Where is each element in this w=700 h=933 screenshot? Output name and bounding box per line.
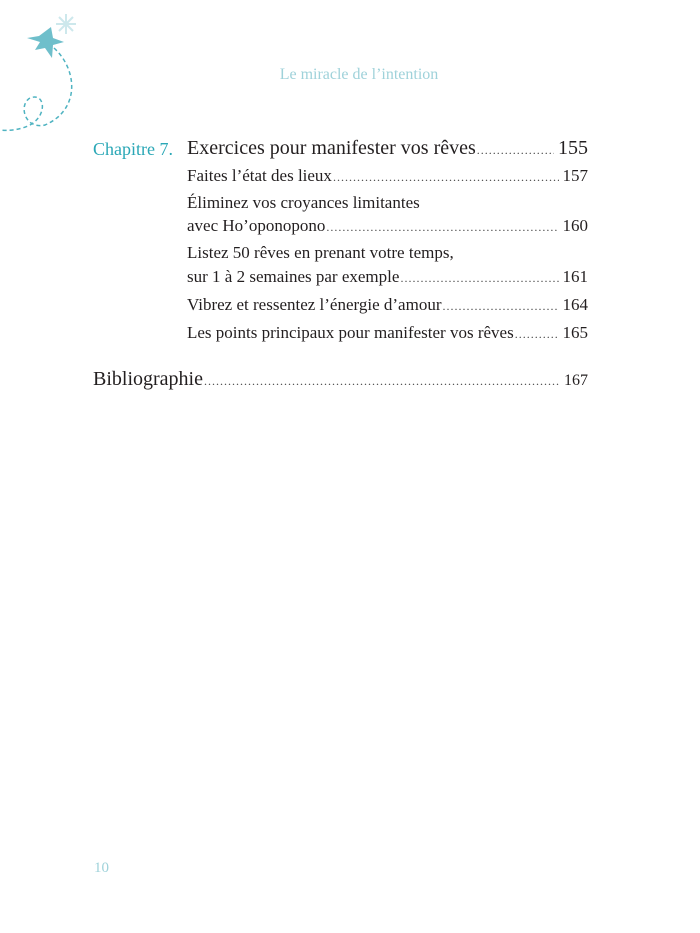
page-number: 160	[562, 216, 588, 235]
toc-chapter-entry[interactable]	[187, 137, 588, 160]
dot-leader	[204, 374, 560, 389]
entry-title: Vibrez et ressentez l’énergie d’amour	[187, 295, 442, 314]
page-number: 155	[558, 137, 588, 159]
toc-entry[interactable]	[187, 216, 588, 236]
dot-leader	[400, 271, 558, 286]
chapter-title: Exercices pour manifester vos rêves	[187, 137, 476, 159]
page-number: 157	[562, 166, 588, 185]
star-icon	[27, 27, 64, 58]
entry-title-line1: Éliminez vos croyances limitantes	[187, 193, 420, 212]
dot-leader	[333, 170, 559, 185]
dot-leader	[515, 327, 559, 342]
toc-bibliography-entry[interactable]	[93, 368, 588, 391]
toc-entry[interactable]	[187, 267, 588, 287]
entry-title: Les points principaux pour manifester vos rêves	[187, 323, 514, 342]
toc-entry[interactable]	[187, 323, 588, 343]
small-star-icon	[56, 14, 76, 34]
page-number: 164	[562, 295, 588, 314]
chapter-label: Chapitre 7.	[93, 139, 173, 159]
entry-title: avec Ho’oponopono	[187, 216, 326, 235]
bibliography-title: Bibliographie	[93, 368, 203, 390]
toc-entry[interactable]	[187, 166, 588, 186]
entry-title-line1: Listez 50 rêves en prenant votre temps,	[187, 243, 454, 262]
page-number: 165	[562, 323, 588, 342]
page-number: 167	[564, 372, 588, 389]
dot-leader	[477, 143, 554, 158]
dot-leader	[326, 220, 558, 235]
dashed-swirl	[0, 48, 72, 130]
entry-title: sur 1 à 2 semaines par exemple	[187, 267, 400, 286]
dot-leader	[443, 299, 559, 314]
page-number: 161	[562, 267, 588, 286]
toc-entry[interactable]	[187, 295, 588, 315]
folio-page-number: 10	[94, 860, 109, 876]
entry-title: Faites l’état des lieux	[187, 166, 332, 185]
running-title: Le miracle de l’intention	[279, 66, 439, 83]
